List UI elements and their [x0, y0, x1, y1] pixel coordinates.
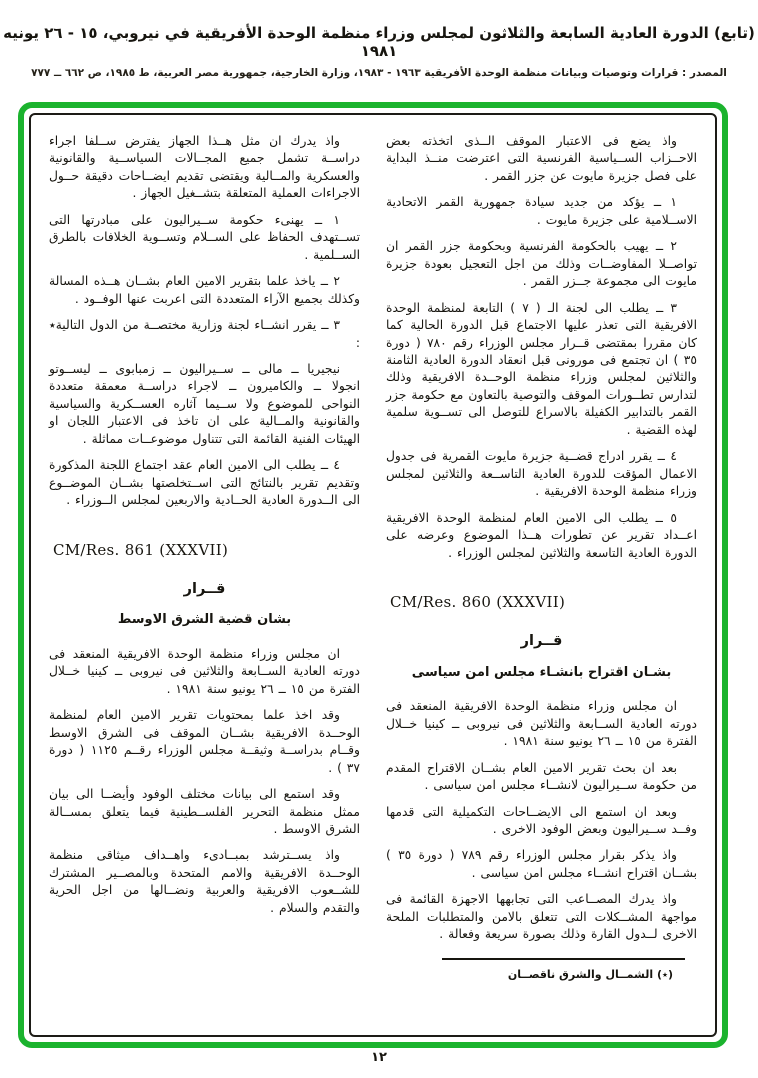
resolution-clause: ٢ ــ يهيب بالحكومة الفرنسية وبحكومة جزر القمر ان تواصــلا المفاوضــات وذلك من اجل التعجيل بعودة جزيرة مايوت الى مجموعة جــزر القمر . — [386, 239, 697, 289]
paragraph: وقد استمع الى بيانات مختلف الوفود وأيضــا الى بيان ممثل منظمة التحرير الفلســطينية فيما يتعلق بمســالة الشرق الاوسط . — [49, 787, 360, 837]
resolution-clause: ٤ ــ يقرر ادراج قضــية جزيرة مايوت القمرية فى جدول الاعمال المؤقت للدورة العادية التاســعة والثلاثين لمجلس وزراء منظمة الوحدة الافريقية . — [386, 449, 697, 499]
paragraph: واذ يدرك ان مثل هــذا الجهاز يفترض ســلفا اجراء دراســة تشمل جميع المجــالات السياســية والقانونية والعسكرية والمــالية ويقتضى تقديم ايضــاحات دقيقة حــول الاجراءات العملية المتعلقة بتشــغيل الجهاز . — [49, 134, 360, 201]
paragraph: واذ يســترشد بمبــادىء واهــداف ميثاقى منظمة الوحــدة الافريقية والامم المتحدة وبالمصــير المشترك للشــعوب الافريقية والعربية ونضــالها من اجل الحرية والتقدم والسلام . — [49, 848, 360, 915]
resolution-clause: ٤ ــ يطلب الى الامين العام عقد اجتماع اللجنة المذكورة وتقديم تقرير بالنتائج التى اســتخلصتها بشــان الموضــوع الى الــدورة العادية الحــادية والاربعين لمجلس الــوزراء . — [49, 458, 360, 508]
resolution-title: قــرار — [520, 633, 563, 650]
resolution-clause: ١ ــ يؤكد من جديد سيادة جمهورية القمر الاتحادية الاســلامية على جزيرة مايوت . — [386, 195, 697, 227]
column-left — [49, 133, 360, 1027]
paragraph: بعد ان بحث تقرير الامين العام بشــان الاقتراح المقدم من حكومة ســيراليون لانشــاء مجلس امن سياسى . — [386, 760, 697, 793]
footnote: (٭) الشمــال والشرق ناقصــان — [507, 967, 673, 981]
resolution-clause: ٥ ــ يطلب الى الامين العام لمنظمة الوحدة الافريقية اعــداد تقرير عن تطورات هــذا الموضوع وعرضه على الدورة العادية التاسعة والثلاثين لمجلس الوزراء . — [386, 510, 697, 560]
paragraph: ان مجلس وزراء منظمة الوحدة الافريقية المنعقد فى دورته العادية الســابعة والثلاثين فى نيروبى ــ كينيا خــلال الفترة من ١٥ ــ ٢٦ يونيو سنة ١٩٨١ . — [386, 699, 697, 749]
resolution-clause: ١ ــ يهنىء حكومة ســيراليون على مبادرتها التى تســتهدف الحفاظ على الســلام وتســوية الخلافات بالطرق الســلمية . — [49, 212, 360, 262]
document-page — [29, 113, 717, 1037]
resolution-subtitle: بشان قضية الشرق الاوسط — [117, 612, 292, 628]
paragraph: وبعد ان استمع الى الايضــاحات التكميلية التى قدمها وفــد ســيراليون وبعض الوفود الاخرى . — [386, 804, 697, 837]
session-title: (تابع) الدورة العادية السابعة والثلاثون لمجلس وزراء منظمة الوحدة الأفريقية في نيروبي، ١٥ - ٢٦ يونيه ١٩٨١ — [3, 24, 755, 60]
page-header — [0, 24, 758, 79]
resolution-number: CM/Res. 861 (XXXVII) — [53, 540, 229, 559]
paragraph: وقد اخذ علما بمحتويات تقرير الامين العام لمنظمة الوحــدة الافريقية بشــان الموقف فى الشرق الاوسط وقــام بدراســة وثيقــة مجلس الوزراء رقــم ١١٢٥ ( دورة ٣٧ ) . — [49, 708, 360, 775]
resolution-clause: ٣ ــ يقرر انشــاء لجنة وزارية مختصــة من الدول التالية٭ : — [49, 318, 360, 350]
footnote-divider — [442, 958, 685, 960]
resolution-clause: ٢ ــ ياخذ علما بتقرير الامين العام بشــان هــذه المسالة وكذلك بجميع الآراء المتعددة التى اعربت عنها الوفــود . — [49, 274, 360, 306]
paragraph: واذ يضع فى الاعتبار الموقف الــذى اتخذته بعض الاحــزاب الســياسية الفرنسية التى اعترضت منــذ البداية على فصل جزيرة مايوت عن جزر القمر . — [386, 134, 697, 183]
resolution-title: قــرار — [183, 580, 226, 597]
green-frame — [18, 102, 728, 1048]
resolution-subtitle: بشـان اقتراح بانشـاء مجلس امن سياسى — [411, 664, 672, 680]
paragraph: واذ يدرك المصــاعب التى تجابهها الاجهزة القائمة فى مواجهة المشــكلات التى تتعلق بالامن والمتطلبات الملحة الاخرى لــدول القارة وذلك بصورة سريعة وفعالة . — [386, 892, 697, 942]
column-right — [386, 133, 697, 1027]
page-number: ١٢ — [371, 1050, 387, 1065]
paragraph: ان مجلس وزراء منظمة الوحدة الافريقية المنعقد فى دورته العادية الســابعة والثلاثين فى نيروبى ــ كينيا خــلال الفترة من ١٥ ــ ٢٦ يونيو سنة ١٩٨١ . — [49, 646, 360, 696]
two-column-layout — [49, 133, 697, 1027]
resolution-clause: ٣ ــ يطلب الى لجنة الـ ( ٧ ) التابعة لمنظمة الوحدة الافريقية التى تعذر عليها الاجتماع قبل الدورة الحالية كما كان مقررا بمقتضى قــرار مجلس الوزراء رقم ٧٨٠ ( دورة ٣٥ ) ان تجتمع فى مورونى قبل انعقاد الدورة العادية الثامنة والثلاثين لمجلس وزراء منظمة الوحــدة الافريقية وذلك لتدارس تطــورات الموقف والتوصية بالتعاون مع حكومة جزر القمر بالتدابير الكفيلة بالاسراع للتوصل الى تســوية سلمية لهذه القضية . — [386, 300, 697, 437]
resolution-number: CM/Res. 860 (XXXVII) — [390, 592, 566, 611]
source-citation: المصدر : قرارات وتوصيات وبيانات منظمة الوحدة الأفريقية ١٩٦٣ - ١٩٨٣، وزارة الخارجية، جمهورية مصر العربية، ط ١٩٨٥، ص ٦٦٢ ــ ٧٧٧ — [31, 67, 727, 79]
country-list-paragraph: نيجيريا ــ مالى ــ ســيراليون ــ زمبابوى ــ ليســوتو انجولا ــ والكاميرون ــ لاجراء دراســة معمقة متعددة النواحى للموضوع ولا ســيما آثاره العســكرية والسياسية والقانونية والمــالية على ان تاخذ فى الاعتبار اللجان او الهيئات الفنية القائمة التى تتناول موضوعــات مماثلة . — [49, 361, 360, 446]
paragraph: واذ يذكر بقرار مجلس الوزراء رقم ٧٨٩ ( دورة ٣٥ ) بشــان اقتراح انشــاء مجلس امن سياسى . — [386, 848, 697, 880]
